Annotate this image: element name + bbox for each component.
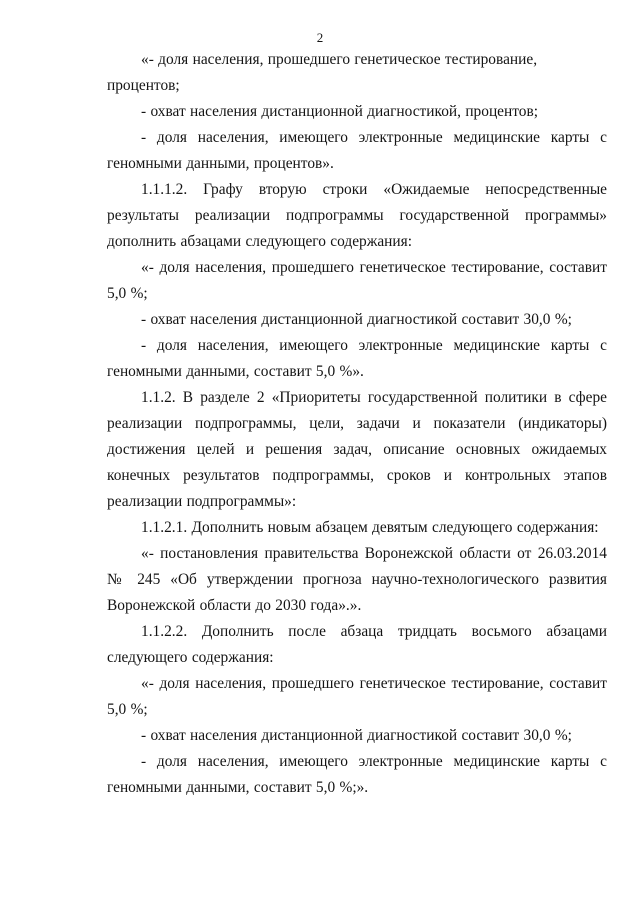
paragraph-4: 1.1.1.2. Графу вторую строки «Ожидаемые непосредственные результаты реализации подпрограммы государственной программы» дополнить абзацами следующего содержания: xyxy=(107,181,607,250)
paragraph-2: - охват населения дистанционной диагностикой, процентов; xyxy=(141,103,539,120)
paragraph-12: «- доля населения, прошедшего генетическое тестирование, составит 5,0 %; xyxy=(107,675,607,718)
paragraph-6: - охват населения дистанционной диагностикой составит 30,0 %; xyxy=(141,311,572,328)
paragraph-13: - охват населения дистанционной диагностикой составит 30,0 %; xyxy=(141,727,572,744)
paragraph-1: «- доля населения, прошедшего генетическое тестирование, процентов; xyxy=(107,51,538,94)
document-body xyxy=(107,47,607,801)
paragraph-9: 1.1.2.1. Дополнить новым абзацем девятым следующего содержания: xyxy=(141,519,599,536)
paragraph-3: - доля населения, имеющего электронные медицинские карты с геномными данными, процентов». xyxy=(107,129,607,172)
paragraph-11: 1.1.2.2. Дополнить после абзаца тридцать восьмого абзацами следующего содержания: xyxy=(107,623,607,666)
paragraph-8: 1.1.2. В разделе 2 «Приоритеты государственной политики в сфере реализации подпрограммы, цели, задачи и показатели (индикаторы) достижения целей и решения задач, описание основных ожидаемых конечных результатов подпрограммы, сроков и контрольных этапов реализации подпрограммы»: xyxy=(107,389,607,510)
page-number: 2 xyxy=(316,30,324,45)
paragraph-5: «- доля населения, прошедшего генетическое тестирование, составит 5,0 %; xyxy=(107,259,607,302)
paragraph-7: - доля населения, имеющего электронные медицинские карты с геномными данными, составит 5,0 %». xyxy=(107,337,607,380)
paragraph-10: «- постановления правительства Воронежской области от 26.03.2014 № 245 «Об утверждении прогноза научно-технологического развития Воронежской области до 2030 года».». xyxy=(107,545,607,614)
paragraph-14: - доля населения, имеющего электронные медицинские карты с геномными данными, составит 5,0 %;». xyxy=(107,753,607,796)
